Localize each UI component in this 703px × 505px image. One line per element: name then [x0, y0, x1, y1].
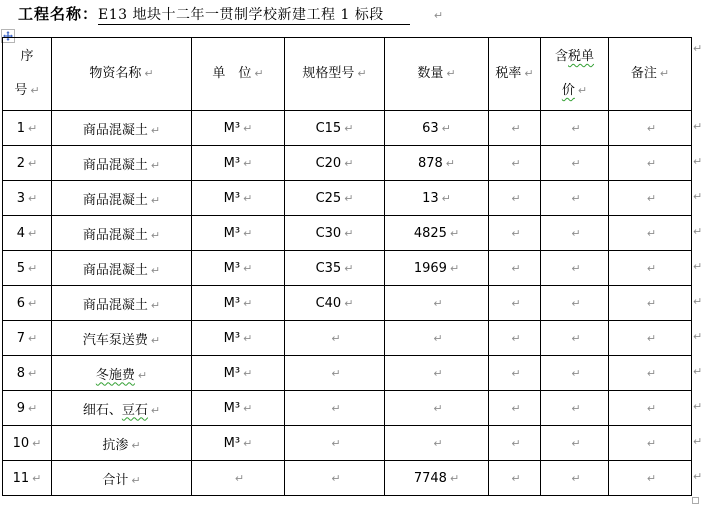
table-row	[3, 216, 692, 251]
paragraph-mark: ↵	[28, 121, 38, 135]
paragraph-mark: ↵	[243, 401, 253, 415]
cell-r11-shuliang[interactable]	[385, 461, 489, 496]
cell-r10-guige[interactable]	[285, 426, 385, 461]
paragraph-mark: ↵	[331, 471, 341, 485]
paragraph-mark: ↵	[243, 121, 253, 135]
cell-r4-xuhao[interactable]	[3, 216, 52, 251]
cell-r4-guige[interactable]	[285, 216, 385, 251]
cell-r6-shuilv[interactable]	[489, 286, 541, 321]
project-name-label: 工程名称：	[18, 5, 99, 23]
paragraph-mark: ↵	[150, 123, 161, 137]
cell-text: 抗渗	[102, 437, 129, 453]
header-cell-wuzi[interactable]	[52, 38, 192, 111]
cell-text: 号	[14, 83, 28, 98]
paragraph-mark: ↵	[28, 401, 38, 415]
end-of-row-mark: ↵	[693, 434, 703, 448]
end-of-row-mark: ↵	[693, 224, 703, 238]
cell-r1-xuhao[interactable]	[3, 111, 52, 146]
paragraph-mark: ↵	[433, 401, 443, 415]
cell-r3-shuilv[interactable]	[489, 181, 541, 216]
paragraph-mark: ↵	[449, 261, 460, 275]
table-row	[3, 461, 692, 496]
cell-text: 7	[16, 330, 26, 346]
cell-text: M³	[223, 365, 241, 381]
cell-text: C20	[315, 155, 342, 171]
paragraph-mark: ↵	[32, 471, 42, 485]
paragraph-mark: ↵	[646, 226, 657, 240]
cell-text: C35	[315, 260, 342, 276]
cell-r9-shuilv[interactable]	[489, 391, 541, 426]
cell-r10-hanshui[interactable]	[541, 426, 609, 461]
spellcheck-squiggle-text: 冬施费	[95, 367, 135, 383]
paragraph-mark: ↵	[511, 226, 521, 240]
cell-r9-hanshui[interactable]	[541, 391, 609, 426]
cell-r10-wuzi[interactable]	[52, 426, 192, 461]
paragraph-mark: ↵	[511, 261, 521, 275]
cell-text: 10	[12, 435, 30, 451]
table-row	[3, 251, 692, 286]
cell-r8-danwei[interactable]	[192, 356, 285, 391]
header-line	[541, 40, 608, 74]
cell-r8-xuhao[interactable]	[3, 356, 52, 391]
cell-text: 商品混凝土	[82, 192, 148, 208]
cell-r11-xuhao[interactable]	[3, 461, 52, 496]
paragraph-mark: ↵	[571, 261, 581, 275]
paragraph-mark: ↵	[571, 296, 581, 310]
cell-r10-danwei[interactable]	[192, 426, 285, 461]
cell-text: 4	[16, 225, 26, 241]
cell-r2-xuhao[interactable]	[3, 146, 52, 181]
cell-r7-danwei[interactable]	[192, 321, 285, 356]
paragraph-mark: ↵	[344, 156, 354, 170]
paragraph-mark: ↵	[511, 401, 521, 415]
paragraph-mark: ↵	[28, 226, 38, 240]
cell-r11-guige[interactable]	[285, 461, 385, 496]
cell-text: 9	[16, 400, 26, 416]
cell-r2-hanshui[interactable]	[541, 146, 609, 181]
document-title-line[interactable]	[18, 3, 443, 24]
cell-r5-guige[interactable]	[285, 251, 385, 286]
cell-r11-beizhu[interactable]	[609, 461, 692, 496]
materials-table	[2, 37, 692, 496]
paragraph-mark: ↵	[150, 263, 161, 277]
paragraph-mark: ↵	[571, 156, 581, 170]
header-line	[609, 57, 691, 91]
paragraph-mark: ↵	[441, 191, 451, 205]
paragraph-mark: ↵	[433, 296, 443, 310]
cell-text: 序	[20, 49, 34, 64]
cell-r10-shuilv[interactable]	[489, 426, 541, 461]
cell-r6-wuzi[interactable]	[52, 286, 192, 321]
header-line	[3, 40, 51, 74]
paragraph-mark: ↵	[131, 473, 141, 487]
cell-text: 商品混凝土	[82, 122, 148, 138]
cell-r7-guige[interactable]	[285, 321, 385, 356]
cell-r8-shuliang[interactable]	[385, 356, 489, 391]
paragraph-mark: ↵	[243, 296, 253, 310]
table-row	[3, 321, 692, 356]
paragraph-mark: ↵	[243, 261, 253, 275]
cell-r1-guige[interactable]	[285, 111, 385, 146]
header-cell-shuilv[interactable]	[489, 38, 541, 111]
cell-r2-wuzi[interactable]	[52, 146, 192, 181]
cell-text: 合计	[102, 472, 129, 488]
cell-text: M³	[223, 120, 241, 136]
cell-r9-xuhao[interactable]	[3, 391, 52, 426]
paragraph-mark: ↵	[433, 331, 443, 345]
cell-r5-hanshui[interactable]	[541, 251, 609, 286]
cell-r4-shuliang[interactable]	[385, 216, 489, 251]
cell-r6-danwei[interactable]	[192, 286, 285, 321]
paragraph-mark: ↵	[254, 67, 264, 80]
paragraph-mark: ↵	[646, 156, 657, 170]
paragraph-mark: ↵	[28, 296, 38, 310]
spellcheck-squiggle-text: 税单	[568, 49, 595, 64]
paragraph-mark: ↵	[449, 226, 460, 240]
cell-r2-shuilv[interactable]	[489, 146, 541, 181]
end-of-row-mark: ↵	[693, 154, 703, 168]
cell-r3-beizhu[interactable]	[609, 181, 692, 216]
table-row	[3, 391, 692, 426]
cell-r4-shuilv[interactable]	[489, 216, 541, 251]
paragraph-mark: ↵	[150, 158, 161, 172]
paragraph-mark: ↵	[571, 366, 581, 380]
cell-r11-hanshui[interactable]	[541, 461, 609, 496]
cell-r5-xuhao[interactable]	[3, 251, 52, 286]
end-of-row-mark: ↵	[693, 259, 703, 273]
header-cell-shuliang[interactable]	[385, 38, 489, 111]
paragraph-mark: ↵	[137, 368, 148, 382]
paragraph-mark: ↵	[243, 191, 253, 205]
end-of-row-mark: ↵	[693, 364, 703, 378]
project-name-value: E13 地块十二年一贯制学校新建工程 1 标段	[98, 7, 410, 25]
paragraph-mark: ↵	[28, 191, 38, 205]
paragraph-mark: ↵	[577, 84, 588, 97]
cell-text: M³	[223, 435, 241, 451]
table-row	[3, 111, 692, 146]
cell-r4-danwei[interactable]	[192, 216, 285, 251]
paragraph-mark: ↵	[344, 121, 354, 135]
cell-r2-danwei[interactable]	[192, 146, 285, 181]
end-of-row-mark: ↵	[693, 294, 703, 308]
paragraph-mark: ↵	[571, 401, 581, 415]
table-row	[3, 286, 692, 321]
cell-r7-shuliang[interactable]	[385, 321, 489, 356]
header-line	[489, 57, 540, 91]
header-line	[192, 57, 284, 91]
paragraph-mark: ↵	[511, 331, 521, 345]
cell-r10-shuliang[interactable]	[385, 426, 489, 461]
table-row	[3, 181, 692, 216]
cell-r6-hanshui[interactable]	[541, 286, 609, 321]
cell-text: 单 位	[212, 66, 252, 81]
paragraph-mark: ↵	[524, 67, 534, 80]
paragraph-mark: ↵	[571, 191, 581, 205]
spellcheck-squiggle-text: 价	[561, 83, 575, 98]
end-of-row-mark: ↵	[693, 329, 703, 343]
paragraph-mark: ↵	[243, 366, 253, 380]
paragraph-mark: ↵	[150, 193, 161, 207]
cell-r1-shuilv[interactable]	[489, 111, 541, 146]
cell-r10-beizhu[interactable]	[609, 426, 692, 461]
cell-r9-shuliang[interactable]	[385, 391, 489, 426]
paragraph-mark: ↵	[243, 226, 253, 240]
header-line	[3, 74, 51, 108]
table-row	[3, 356, 692, 391]
cell-text: 汽车泵送费	[82, 332, 148, 348]
table-resize-handle[interactable]	[692, 497, 699, 504]
cell-r5-danwei[interactable]	[192, 251, 285, 286]
paragraph-mark: ↵	[446, 67, 456, 80]
paragraph-mark: ↵	[441, 121, 451, 135]
paragraph-mark: ↵	[646, 436, 657, 450]
cell-r8-wuzi[interactable]	[52, 356, 192, 391]
paragraph-mark: ↵	[150, 403, 161, 417]
paragraph-mark: ↵	[646, 471, 657, 485]
paragraph-mark: ↵	[433, 9, 444, 22]
cell-r8-guige[interactable]	[285, 356, 385, 391]
cell-r3-xuhao[interactable]	[3, 181, 52, 216]
cell-text: 878	[417, 155, 443, 171]
cell-text: 63	[422, 120, 439, 136]
cell-r4-hanshui[interactable]	[541, 216, 609, 251]
table-header	[3, 38, 692, 111]
cell-r3-hanshui[interactable]	[541, 181, 609, 216]
header-cell-beizhu[interactable]	[609, 38, 692, 111]
paragraph-mark: ↵	[150, 228, 161, 242]
paragraph-mark: ↵	[234, 471, 245, 485]
cell-r8-shuilv[interactable]	[489, 356, 541, 391]
end-of-row-mark: ↵	[693, 119, 703, 133]
cell-text: C25	[315, 190, 342, 206]
cell-r2-shuliang[interactable]	[385, 146, 489, 181]
header-cell-guige[interactable]	[285, 38, 385, 111]
cell-text: M³	[223, 295, 241, 311]
cell-text: C15	[315, 120, 342, 136]
paragraph-mark: ↵	[646, 261, 657, 275]
cell-r11-shuilv[interactable]	[489, 461, 541, 496]
cell-text: 备注	[630, 66, 657, 81]
paragraph-mark: ↵	[511, 436, 521, 450]
paragraph-mark: ↵	[344, 191, 354, 205]
cell-r3-danwei[interactable]	[192, 181, 285, 216]
paragraph-mark: ↵	[243, 331, 253, 345]
paragraph-mark: ↵	[144, 67, 154, 80]
header-cell-hanshui[interactable]	[541, 38, 609, 111]
cell-r7-shuilv[interactable]	[489, 321, 541, 356]
cell-r5-shuliang[interactable]	[385, 251, 489, 286]
cell-r5-beizhu[interactable]	[609, 251, 692, 286]
paragraph-mark: ↵	[511, 121, 521, 135]
paragraph-mark: ↵	[571, 226, 581, 240]
paragraph-mark: ↵	[243, 436, 253, 450]
header-cell-danwei[interactable]	[192, 38, 285, 111]
paragraph-mark: ↵	[357, 67, 367, 80]
cell-r2-beizhu[interactable]	[609, 146, 692, 181]
cell-r7-hanshui[interactable]	[541, 321, 609, 356]
cell-r9-danwei[interactable]	[192, 391, 285, 426]
cell-text: 2	[16, 155, 26, 171]
paragraph-mark: ↵	[331, 401, 341, 415]
paragraph-mark: ↵	[646, 331, 657, 345]
paragraph-mark: ↵	[571, 121, 581, 135]
paragraph-mark: ↵	[511, 366, 521, 380]
cell-r1-shuliang[interactable]	[385, 111, 489, 146]
paragraph-mark: ↵	[445, 156, 456, 170]
paragraph-mark: ↵	[646, 191, 657, 205]
cell-r1-danwei[interactable]	[192, 111, 285, 146]
cell-r8-beizhu[interactable]	[609, 356, 692, 391]
cell-text: 4825	[413, 225, 447, 241]
cell-r11-danwei[interactable]	[192, 461, 285, 496]
cell-r4-wuzi[interactable]	[52, 216, 192, 251]
cell-text: 8	[16, 365, 26, 381]
cell-text: 1969	[413, 260, 447, 276]
paragraph-mark: ↵	[344, 226, 354, 240]
cell-text: 商品混凝土	[82, 262, 148, 278]
cell-text: 6	[16, 295, 26, 311]
cell-r6-beizhu[interactable]	[609, 286, 692, 321]
paragraph-mark: ↵	[331, 331, 341, 345]
cell-r6-xuhao[interactable]	[3, 286, 52, 321]
paragraph-mark: ↵	[30, 84, 40, 97]
cell-text: M³	[223, 225, 241, 241]
paragraph-mark: ↵	[331, 436, 341, 450]
paragraph-mark: ↵	[646, 366, 657, 380]
paragraph-mark: ↵	[511, 471, 521, 485]
paragraph-mark: ↵	[331, 366, 341, 380]
cell-r9-beizhu[interactable]	[609, 391, 692, 426]
paragraph-mark: ↵	[28, 366, 38, 380]
cell-r7-xuhao[interactable]	[3, 321, 52, 356]
cell-text: 税率	[495, 66, 522, 81]
cell-r7-beizhu[interactable]	[609, 321, 692, 356]
paragraph-mark: ↵	[646, 121, 657, 135]
paragraph-mark: ↵	[28, 156, 38, 170]
cell-text: 11	[12, 470, 30, 486]
cell-text: 物资名称	[89, 66, 142, 81]
paragraph-mark: ↵	[344, 261, 354, 275]
paragraph-mark: ↵	[646, 401, 657, 415]
cell-r9-guige[interactable]	[285, 391, 385, 426]
cell-text: 商品混凝土	[82, 157, 148, 173]
cell-r9-wuzi[interactable]	[52, 391, 192, 426]
cell-text: C40	[315, 295, 342, 311]
paragraph-mark: ↵	[511, 191, 521, 205]
header-line	[285, 57, 384, 91]
cell-text: M³	[223, 155, 241, 171]
cell-r11-wuzi[interactable]	[52, 461, 192, 496]
paragraph-mark: ↵	[571, 471, 581, 485]
cell-r2-guige[interactable]	[285, 146, 385, 181]
paragraph-mark: ↵	[646, 296, 657, 310]
spellcheck-squiggle-text: 豆石	[121, 402, 148, 418]
cell-r10-xuhao[interactable]	[3, 426, 52, 461]
cell-text: 13	[422, 190, 439, 206]
paragraph-mark: ↵	[571, 436, 581, 450]
cell-text: M³	[223, 190, 241, 206]
cell-r6-shuliang[interactable]	[385, 286, 489, 321]
cell-r5-shuilv[interactable]	[489, 251, 541, 286]
cell-text: 数量	[417, 66, 444, 81]
cell-text: 3	[16, 190, 26, 206]
cell-text: M³	[223, 260, 241, 276]
table-row	[3, 426, 692, 461]
cell-text: M³	[223, 400, 241, 416]
cell-r6-guige[interactable]	[285, 286, 385, 321]
cell-r4-beizhu[interactable]	[609, 216, 692, 251]
table-body	[3, 111, 692, 496]
cell-r1-wuzi[interactable]	[52, 111, 192, 146]
paragraph-mark: ↵	[433, 436, 443, 450]
cell-text: 7748	[413, 470, 447, 486]
cell-r3-shuliang[interactable]	[385, 181, 489, 216]
paragraph-mark: ↵	[344, 296, 354, 310]
cell-r5-wuzi[interactable]	[52, 251, 192, 286]
end-of-row-mark: ↵	[693, 189, 703, 203]
paragraph-mark: ↵	[433, 366, 443, 380]
paragraph-mark: ↵	[150, 333, 161, 347]
table-row	[3, 146, 692, 181]
paragraph-mark: ↵	[150, 298, 161, 312]
cell-text: 含	[554, 49, 568, 64]
cell-r1-beizhu[interactable]	[609, 111, 692, 146]
paragraph-mark: ↵	[131, 438, 141, 452]
header-line	[541, 74, 608, 108]
cell-text: 商品混凝土	[82, 227, 148, 243]
cell-text: M³	[223, 330, 241, 346]
paragraph-mark: ↵	[511, 296, 521, 310]
cell-r3-wuzi[interactable]	[52, 181, 192, 216]
paragraph-mark: ↵	[32, 436, 42, 450]
cell-r8-hanshui[interactable]	[541, 356, 609, 391]
cell-text: 5	[16, 260, 26, 276]
end-of-row-mark: ↵	[693, 42, 703, 55]
paragraph-mark: ↵	[571, 331, 581, 345]
cell-text: 1	[16, 120, 26, 136]
cell-text: 商品混凝土	[82, 297, 148, 313]
cell-text: 规格型号	[302, 66, 355, 81]
paragraph-mark: ↵	[28, 331, 38, 345]
header-cell-xuhao[interactable]	[3, 38, 52, 111]
header-line	[385, 57, 488, 91]
header-row	[3, 38, 692, 111]
end-of-row-mark: ↵	[693, 399, 703, 413]
paragraph-mark: ↵	[28, 261, 38, 275]
paragraph-mark: ↵	[511, 156, 521, 170]
paragraph-mark: ↵	[659, 67, 670, 80]
cell-r3-guige[interactable]	[285, 181, 385, 216]
cell-r7-wuzi[interactable]	[52, 321, 192, 356]
cell-r1-hanshui[interactable]	[541, 111, 609, 146]
paragraph-mark: ↵	[243, 156, 253, 170]
paragraph-mark: ↵	[449, 471, 460, 485]
header-line	[52, 57, 191, 91]
cell-text: 细石、	[82, 402, 122, 418]
cell-text: C30	[315, 225, 342, 241]
end-of-row-mark: ↵	[693, 469, 703, 483]
